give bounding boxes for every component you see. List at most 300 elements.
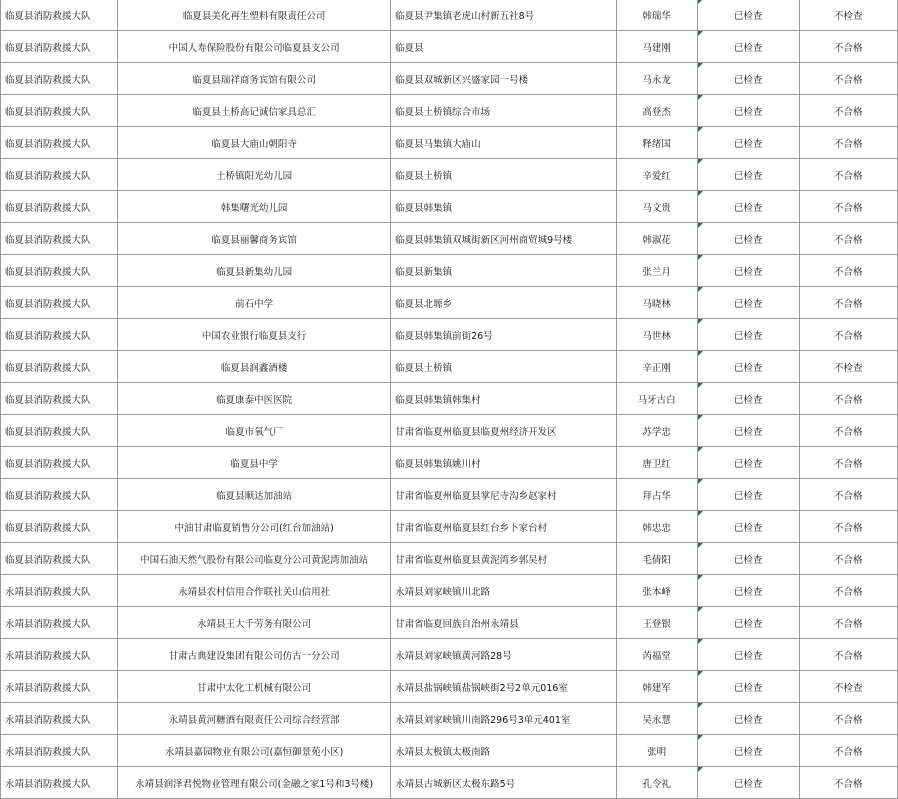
fire-brigade-cell[interactable] (1, 191, 118, 223)
table-row (1, 767, 898, 799)
fire-brigade-text: 临夏县消防救援大队 (5, 298, 91, 310)
company-name-cell[interactable] (118, 63, 391, 95)
table-row (1, 191, 898, 223)
fire-brigade-cell[interactable] (1, 159, 118, 191)
contact-person-text: 毛倩阳 (642, 554, 671, 566)
cell-comment-marker-icon (698, 639, 703, 644)
company-name-text: 临夏县顺达加油站 (216, 490, 293, 502)
cell-comment-marker-icon (698, 703, 703, 708)
contact-person-text: 韩忠忠 (642, 522, 671, 534)
contact-person-cell[interactable] (616, 255, 697, 287)
fire-brigade-cell[interactable] (1, 703, 118, 735)
contact-person-cell[interactable] (616, 575, 697, 607)
fire-brigade-cell[interactable] (1, 287, 118, 319)
table-row (1, 95, 898, 127)
address-cell[interactable] (391, 415, 617, 447)
cell-comment-marker-icon (698, 159, 703, 164)
inspection-status-text: 已检查 (733, 490, 763, 502)
contact-person-cell[interactable] (616, 287, 697, 319)
address-text: 临夏县土桥镇 (395, 362, 453, 374)
inspection-status-text: 已检查 (733, 170, 763, 182)
table-row (1, 415, 898, 447)
cell-comment-marker-icon (698, 95, 703, 100)
company-name-text: 临夏县瑞祥商务宾馆有限公司 (192, 74, 316, 86)
company-name-cell[interactable] (118, 127, 391, 159)
address-cell[interactable] (391, 159, 617, 191)
company-name-cell[interactable] (118, 319, 391, 351)
company-name-text: 永靖县王大千劳务有限公司 (197, 618, 312, 630)
contact-person-cell[interactable] (616, 0, 697, 31)
company-name-text: 临夏县新集幼儿园 (216, 266, 293, 278)
cell-comment-marker-icon (698, 255, 703, 260)
table-row (1, 287, 898, 319)
fire-brigade-text: 临夏县消防救援大队 (5, 42, 91, 54)
fire-brigade-text: 临夏县消防救援大队 (5, 106, 91, 118)
fire-brigade-cell[interactable] (1, 127, 118, 159)
inspection-result-text: 不合格 (834, 746, 863, 758)
company-name-text: 土桥镇阳光幼儿园 (216, 170, 293, 182)
contact-person-cell[interactable] (616, 159, 697, 191)
inspection-result-cell[interactable] (799, 319, 897, 351)
inspection-status-cell[interactable] (697, 31, 799, 63)
fire-brigade-text: 临夏县消防救援大队 (5, 426, 91, 438)
cell-comment-marker-icon (698, 479, 703, 484)
contact-person-text: 释绪国 (642, 138, 671, 150)
cell-comment-marker-icon (698, 319, 703, 324)
inspection-result-text: 不合格 (834, 298, 863, 310)
inspection-result-cell[interactable] (799, 415, 897, 447)
address-text: 临夏县尹集镇老虎山村新五社8号 (395, 10, 535, 22)
table-row (1, 319, 898, 351)
inspection-status-text: 已检查 (733, 746, 763, 758)
address-cell[interactable] (391, 191, 617, 223)
fire-brigade-text: 永靖县消防救援大队 (5, 682, 91, 694)
fire-brigade-cell[interactable] (1, 447, 118, 479)
company-name-cell[interactable] (118, 639, 391, 671)
inspection-result-text: 不合格 (834, 490, 863, 502)
cell-comment-marker-icon (698, 0, 703, 4)
address-cell[interactable] (391, 543, 617, 575)
contact-person-cell[interactable] (616, 671, 697, 703)
company-name-cell[interactable] (118, 735, 391, 767)
company-name-cell[interactable] (118, 191, 391, 223)
address-text: 临夏县韩集镇 (395, 202, 453, 214)
company-name-text: 临夏县丽馨商务宾馆 (211, 234, 297, 246)
inspection-result-text: 不合格 (834, 650, 863, 662)
company-name-text: 甘肃古典建设集团有限公司仿古一分公司 (168, 650, 340, 662)
fire-brigade-text: 临夏县消防救援大队 (5, 554, 91, 566)
inspection-status-cell[interactable] (697, 0, 799, 31)
fire-brigade-text: 永靖县消防救援大队 (5, 778, 91, 790)
inspection-status-cell[interactable] (697, 479, 799, 511)
fire-brigade-text: 永靖县消防救援大队 (5, 618, 91, 630)
inspection-status-cell[interactable] (697, 287, 799, 319)
inspection-result-text: 不合格 (834, 778, 863, 790)
address-cell[interactable] (391, 223, 617, 255)
address-cell[interactable] (391, 703, 617, 735)
fire-brigade-text: 永靖县消防救援大队 (5, 746, 91, 758)
cell-comment-marker-icon (698, 191, 703, 196)
company-name-cell[interactable] (118, 511, 391, 543)
fire-brigade-cell[interactable] (1, 31, 118, 63)
address-cell[interactable] (391, 767, 617, 799)
inspection-result-text: 不检查 (834, 682, 863, 694)
fire-brigade-cell[interactable] (1, 223, 118, 255)
company-name-cell[interactable] (118, 287, 391, 319)
inspection-status-cell[interactable] (697, 575, 799, 607)
address-cell[interactable] (391, 639, 617, 671)
fire-brigade-cell[interactable] (1, 607, 118, 639)
address-cell[interactable] (391, 607, 617, 639)
contact-person-text: 张明 (647, 746, 667, 758)
company-name-cell[interactable] (118, 703, 391, 735)
inspection-result-text: 不合格 (834, 426, 863, 438)
contact-person-cell[interactable] (616, 703, 697, 735)
fire-brigade-text: 临夏县消防救援大队 (5, 10, 91, 22)
address-cell[interactable] (391, 735, 617, 767)
inspection-result-text: 不合格 (834, 266, 863, 278)
fire-brigade-cell[interactable] (1, 511, 118, 543)
inspection-result-text: 不合格 (834, 170, 863, 182)
inspection-result-cell[interactable] (799, 287, 897, 319)
inspection-status-text: 已检查 (733, 202, 763, 214)
cell-comment-marker-icon (698, 31, 703, 36)
contact-person-cell[interactable] (616, 127, 697, 159)
contact-person-text: 马晓林 (642, 298, 671, 310)
inspection-result-cell[interactable] (799, 607, 897, 639)
company-name-text: 临夏市氧气厂 (225, 426, 283, 438)
inspection-result-cell[interactable] (799, 671, 897, 703)
fire-brigade-text: 临夏县消防救援大队 (5, 458, 91, 470)
contact-person-text: 韩瑞华 (642, 10, 671, 22)
inspection-status-cell[interactable] (697, 511, 799, 543)
inspection-result-cell[interactable] (799, 159, 897, 191)
contact-person-cell[interactable] (616, 319, 697, 351)
inspection-result-cell[interactable] (799, 127, 897, 159)
cell-comment-marker-icon (698, 127, 703, 132)
contact-person-text: 马世林 (642, 330, 671, 342)
inspection-result-text: 不合格 (834, 394, 863, 406)
address-cell[interactable] (391, 255, 617, 287)
contact-person-cell[interactable] (616, 511, 697, 543)
inspection-result-cell[interactable] (799, 511, 897, 543)
inspection-status-text: 已检查 (733, 682, 763, 694)
company-name-cell[interactable] (118, 447, 391, 479)
company-name-cell[interactable] (118, 95, 391, 127)
fire-brigade-text: 临夏县消防救援大队 (5, 202, 91, 214)
contact-person-cell[interactable] (616, 415, 697, 447)
contact-person-text: 韩淑花 (642, 234, 671, 246)
contact-person-text: 芮福堂 (642, 650, 671, 662)
table-row (1, 511, 898, 543)
inspection-status-cell[interactable] (697, 703, 799, 735)
inspection-result-cell[interactable] (799, 767, 897, 799)
address-text: 临夏县双城新区兴盛家园一号楼 (395, 74, 529, 86)
table-body (1, 0, 898, 799)
fire-brigade-cell[interactable] (1, 255, 118, 287)
inspection-result-text: 不合格 (834, 74, 863, 86)
inspection-result-cell[interactable] (799, 0, 897, 31)
inspection-status-text: 已检查 (733, 42, 763, 54)
inspection-result-cell[interactable] (799, 255, 897, 287)
company-name-text: 临夏县中学 (230, 458, 278, 470)
contact-person-cell[interactable] (616, 31, 697, 63)
company-name-cell[interactable] (118, 415, 391, 447)
inspection-status-text: 已检查 (733, 266, 763, 278)
contact-person-text: 韩建军 (642, 682, 671, 694)
table-row (1, 607, 898, 639)
address-cell[interactable] (391, 479, 617, 511)
company-name-cell[interactable] (118, 31, 391, 63)
table-row (1, 735, 898, 767)
contact-person-cell[interactable] (616, 223, 697, 255)
inspection-result-cell[interactable] (799, 63, 897, 95)
inspection-status-cell[interactable] (697, 383, 799, 415)
cell-comment-marker-icon (698, 447, 703, 452)
address-text: 临夏县土桥镇综合市场 (395, 106, 491, 118)
inspection-status-cell[interactable] (697, 671, 799, 703)
inspection-status-text: 已检查 (733, 522, 763, 534)
table-row (1, 447, 898, 479)
cell-comment-marker-icon (698, 735, 703, 740)
contact-person-text: 马牙古白 (637, 394, 676, 406)
inspection-result-text: 不合格 (834, 138, 863, 150)
fire-brigade-cell[interactable] (1, 543, 118, 575)
contact-person-text: 马文贵 (642, 202, 671, 214)
contact-person-cell[interactable] (616, 607, 697, 639)
fire-brigade-text: 临夏县消防救援大队 (5, 74, 91, 86)
fire-brigade-text: 临夏县消防救援大队 (5, 266, 91, 278)
fire-brigade-text: 临夏县消防救援大队 (5, 234, 91, 246)
inspection-status-text: 已检查 (733, 330, 763, 342)
company-name-text: 永靖县润泽君悦物业管理有限公司(金融之家1号和3号楼) (135, 778, 374, 790)
inspection-result-cell[interactable] (799, 543, 897, 575)
contact-person-cell[interactable] (616, 191, 697, 223)
table-row (1, 479, 898, 511)
address-cell[interactable] (391, 671, 617, 703)
address-text: 永靖县盐锅峡镇盐锅峡街2号2单元016室 (395, 682, 568, 694)
cell-comment-marker-icon (698, 575, 703, 580)
contact-person-cell[interactable] (616, 767, 697, 799)
fire-brigade-cell[interactable] (1, 735, 118, 767)
fire-brigade-cell[interactable] (1, 639, 118, 671)
inspection-result-cell[interactable] (799, 95, 897, 127)
cell-comment-marker-icon (698, 63, 703, 68)
inspection-result-cell[interactable] (799, 703, 897, 735)
inspection-status-cell[interactable] (697, 319, 799, 351)
inspection-result-cell[interactable] (799, 31, 897, 63)
inspection-status-cell[interactable] (697, 543, 799, 575)
contact-person-cell[interactable] (616, 383, 697, 415)
address-text: 临夏县韩集镇双城街新区河州商贸城9号楼 (395, 234, 573, 246)
address-text: 临夏县土桥镇 (395, 170, 453, 182)
inspection-status-cell[interactable] (697, 63, 799, 95)
inspection-status-cell[interactable] (697, 415, 799, 447)
contact-person-text: 高登杰 (642, 106, 671, 118)
company-name-text: 临夏县润鑫酒楼 (220, 362, 288, 374)
fire-brigade-cell[interactable] (1, 767, 118, 799)
address-cell[interactable] (391, 0, 617, 31)
fire-brigade-text: 临夏县消防救援大队 (5, 522, 91, 534)
contact-person-cell[interactable] (616, 639, 697, 671)
inspection-status-cell[interactable] (697, 127, 799, 159)
inspection-status-text: 已检查 (733, 426, 763, 438)
fire-brigade-cell[interactable] (1, 351, 118, 383)
table-row (1, 127, 898, 159)
cell-comment-marker-icon (698, 415, 703, 420)
fire-brigade-cell[interactable] (1, 415, 118, 447)
address-cell[interactable] (391, 383, 617, 415)
inspection-result-cell[interactable] (799, 191, 897, 223)
contact-person-cell[interactable] (616, 735, 697, 767)
contact-person-text: 苏学忠 (642, 426, 671, 438)
address-cell[interactable] (391, 511, 617, 543)
address-cell[interactable] (391, 447, 617, 479)
contact-person-cell[interactable] (616, 543, 697, 575)
inspection-result-text: 不合格 (834, 202, 863, 214)
company-name-text: 永靖县黄河糖酒有限责任公司综合经营部 (168, 714, 340, 726)
address-cell[interactable] (391, 127, 617, 159)
company-name-cell[interactable] (118, 159, 391, 191)
inspection-status-cell[interactable] (697, 255, 799, 287)
address-text: 临夏县新集镇 (395, 266, 453, 278)
contact-person-cell[interactable] (616, 479, 697, 511)
contact-person-text: 张兰月 (642, 266, 671, 278)
inspection-status-cell[interactable] (697, 351, 799, 383)
fire-brigade-text: 永靖县消防救援大队 (5, 650, 91, 662)
inspection-result-text: 不检查 (834, 10, 863, 22)
address-text: 永靖县刘家峡镇黄河路28号 (395, 650, 512, 662)
address-text: 临夏县韩集镇姚川村 (395, 458, 481, 470)
address-cell[interactable] (391, 95, 617, 127)
fire-brigade-cell[interactable] (1, 575, 118, 607)
inspection-result-cell[interactable] (799, 383, 897, 415)
contact-person-cell[interactable] (616, 351, 697, 383)
address-cell[interactable] (391, 31, 617, 63)
fire-brigade-text: 临夏县消防救援大队 (5, 330, 91, 342)
cell-comment-marker-icon (698, 287, 703, 292)
inspection-result-text: 不合格 (834, 714, 863, 726)
company-name-cell[interactable] (118, 351, 391, 383)
inspection-result-cell[interactable] (799, 447, 897, 479)
inspection-result-cell[interactable] (799, 223, 897, 255)
inspection-status-cell[interactable] (697, 639, 799, 671)
contact-person-cell[interactable] (616, 63, 697, 95)
cell-comment-marker-icon (698, 223, 703, 228)
company-name-cell[interactable] (118, 671, 391, 703)
company-name-cell[interactable] (118, 607, 391, 639)
address-text: 甘肃省临夏州临夏县红台乡卜家台村 (395, 522, 548, 534)
address-text: 临夏县韩集镇韩集村 (395, 394, 481, 406)
contact-person-text: 马建刚 (642, 42, 671, 54)
company-name-cell[interactable] (118, 383, 391, 415)
company-name-cell[interactable] (118, 223, 391, 255)
address-cell[interactable] (391, 287, 617, 319)
contact-person-cell[interactable] (616, 447, 697, 479)
company-name-text: 前石中学 (235, 298, 274, 310)
inspection-result-cell[interactable] (799, 575, 897, 607)
contact-person-cell[interactable] (616, 95, 697, 127)
fire-brigade-cell[interactable] (1, 95, 118, 127)
inspection-status-text: 已检查 (733, 234, 763, 246)
company-name-cell[interactable] (118, 479, 391, 511)
inspection-status-cell[interactable] (697, 607, 799, 639)
fire-brigade-cell[interactable] (1, 0, 118, 31)
company-name-text: 永靖县农村信用合作联社关山信用社 (178, 586, 331, 598)
contact-person-text: 唐卫红 (642, 458, 671, 470)
inspection-status-cell[interactable] (697, 223, 799, 255)
inspection-result-text: 不合格 (834, 106, 863, 118)
inspection-status-text: 已检查 (733, 458, 763, 470)
company-name-text: 永靖县嘉园物业有限公司(嘉恒御景苑小区) (164, 746, 344, 758)
fire-brigade-cell[interactable] (1, 671, 118, 703)
company-name-text: 中国农业银行临夏县支行 (201, 330, 307, 342)
inspection-status-cell[interactable] (697, 767, 799, 799)
inspection-result-cell[interactable] (799, 735, 897, 767)
inspection-result-text: 不合格 (834, 330, 863, 342)
company-name-text: 甘肃中太化工机械有限公司 (197, 682, 312, 694)
company-name-cell[interactable] (118, 0, 391, 31)
fire-brigade-text: 临夏县消防救援大队 (5, 362, 91, 374)
inspection-result-cell[interactable] (799, 639, 897, 671)
company-name-text: 临夏县美化再生塑料有限责任公司 (182, 10, 326, 22)
fire-brigade-cell[interactable] (1, 63, 118, 95)
inspection-status-cell[interactable] (697, 191, 799, 223)
fire-brigade-cell[interactable] (1, 479, 118, 511)
inspection-status-cell[interactable] (697, 159, 799, 191)
address-text: 临夏县韩集镇前街26号 (395, 330, 493, 342)
contact-person-text: 辛爱红 (642, 170, 671, 182)
address-cell[interactable] (391, 351, 617, 383)
address-text: 临夏县马集镇大庙山 (395, 138, 481, 150)
address-text: 永靖县古城新区太极东路5号 (395, 778, 516, 790)
address-text: 永靖县刘家峡镇川北路 (395, 586, 491, 598)
inspection-result-text: 不合格 (834, 618, 863, 630)
company-name-cell[interactable] (118, 255, 391, 287)
inspection-result-cell[interactable] (799, 351, 897, 383)
inspection-status-text: 已检查 (733, 618, 763, 630)
inspection-status-cell[interactable] (697, 95, 799, 127)
address-cell[interactable] (391, 319, 617, 351)
inspection-result-text: 不合格 (834, 554, 863, 566)
inspection-result-text: 不合格 (834, 586, 863, 598)
fire-brigade-cell[interactable] (1, 319, 118, 351)
table-row (1, 575, 898, 607)
table-row (1, 543, 898, 575)
company-name-cell[interactable] (118, 575, 391, 607)
inspection-status-text: 已检查 (733, 714, 763, 726)
address-cell[interactable] (391, 575, 617, 607)
address-text: 甘肃省临夏州临夏县黄泥湾乡郭吴村 (395, 554, 548, 566)
inspection-status-cell[interactable] (697, 735, 799, 767)
company-name-text: 中国人寿保险股份有限公司临夏县支公司 (168, 42, 340, 54)
address-cell[interactable] (391, 63, 617, 95)
inspection-status-cell[interactable] (697, 447, 799, 479)
company-name-cell[interactable] (118, 543, 391, 575)
company-name-text: 韩集曙光幼儿园 (220, 202, 288, 214)
inspection-result-text: 不合格 (834, 234, 863, 246)
inspection-result-text: 不合格 (834, 458, 863, 470)
company-name-cell[interactable] (118, 767, 391, 799)
inspection-status-text: 已检查 (733, 778, 763, 790)
inspection-status-text: 已检查 (733, 586, 763, 598)
fire-brigade-text: 临夏县消防救援大队 (5, 394, 91, 406)
fire-brigade-cell[interactable] (1, 383, 118, 415)
table-row (1, 703, 898, 735)
fire-brigade-text: 临夏县消防救援大队 (5, 170, 91, 182)
table-row (1, 223, 898, 255)
inspection-result-cell[interactable] (799, 479, 897, 511)
